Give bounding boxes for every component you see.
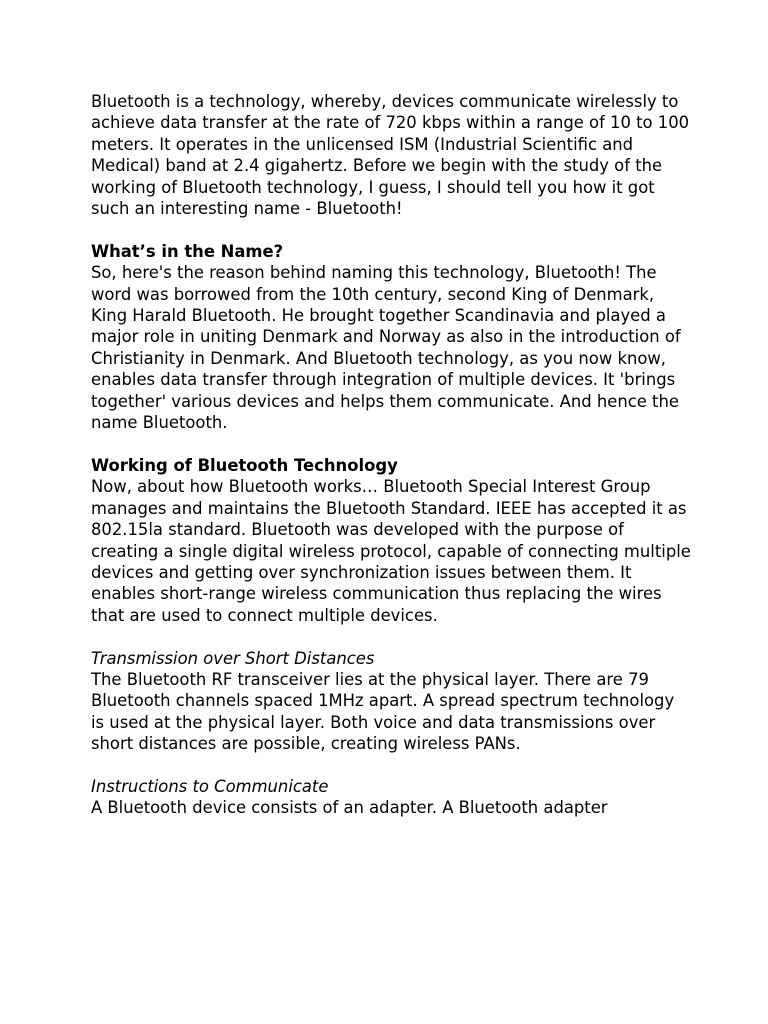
paragraph-spacer	[91, 433, 691, 454]
paragraph-spacer	[91, 219, 691, 240]
intro-paragraph: Bluetooth is a technology, whereby, devices communicate wirelessly to achieve data transfer at the rate of 720 kbps within a range of 10 to 100 meters. It operates in the unlicensed ISM (Industrial Scientific and Medical) band at 2.4 gigahertz. Before we begin with the study of the working of Bluetooth technology, I guess, I should tell you how it got such an interesting name - Bluetooth!	[91, 92, 690, 219]
section-body-working: Now, about how Bluetooth works… Bluetooth Special Interest Group manages and maintains the Bluetooth Standard. IEEE has accepted it as 802.15la standard. Bluetooth was developed with the purpose of creating a single digital wireless protocol, capable of connecting multiple devices and getting over synchronization issues between them. It enables short-range wireless communication thus replacing the wires that are used to connect multiple devices.	[91, 477, 691, 625]
section-heading-transmission: Transmission over Short Distances	[91, 648, 375, 668]
section-heading-instructions: Instructions to Communicate	[91, 776, 329, 796]
paragraph-spacer	[91, 626, 691, 647]
section-heading-working: Working of Bluetooth Technology	[91, 455, 398, 475]
section-body-instructions: A Bluetooth device consists of an adapter. A Bluetooth adapter	[91, 798, 608, 818]
paragraph-spacer	[91, 755, 691, 776]
section-heading-name: What’s in the Name?	[91, 241, 284, 261]
section-body-transmission: The Bluetooth RF transceiver lies at the physical layer. There are 79 Bluetooth channels spaced 1MHz apart. A spread spectrum technology is used at the physical layer. Both voice and data transmissions over short distances are possible, creating wireless PANs.	[91, 669, 675, 754]
section-body-name: So, here's the reason behind naming this technology, Bluetooth! The word was borrowed from the 10th century, second King of Denmark, King Harald Bluetooth. He brought together Scandinavia and played a major role in uniting Denmark and Norway as also in the introduction of Christianity in Denmark. And Bluetooth technology, as you now know, enables data transfer through integration of multiple devices. It 'brings together' various devices and helps them communicate. And hence the name Bluetooth.	[91, 263, 681, 433]
document-page	[91, 91, 691, 819]
